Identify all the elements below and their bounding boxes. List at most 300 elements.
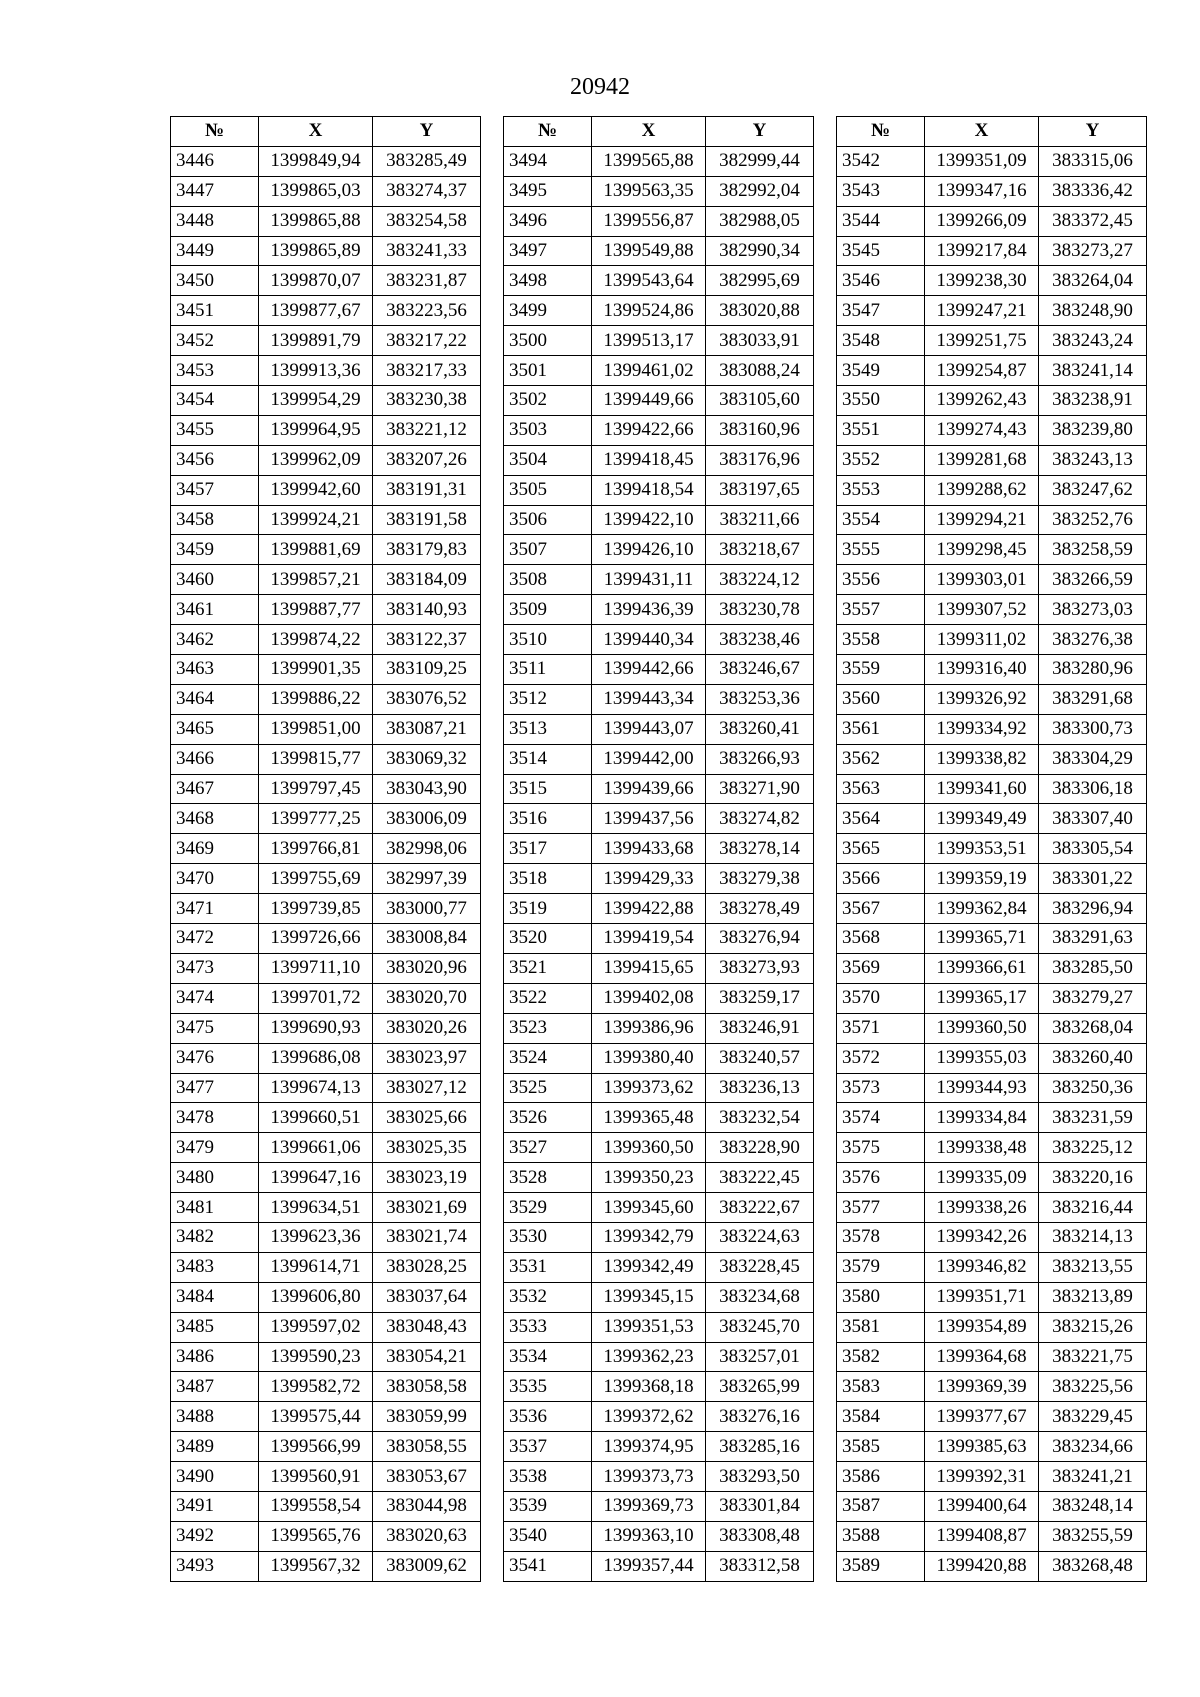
x-coordinate-cell: 1399380,40 — [592, 1043, 706, 1073]
point-number-cell: 3456 — [171, 445, 259, 475]
x-coordinate-cell: 1399342,79 — [592, 1222, 706, 1252]
x-coordinate-cell: 1399565,76 — [259, 1521, 373, 1551]
y-coordinate-cell: 383238,91 — [1039, 386, 1147, 416]
x-coordinate-cell: 1399338,82 — [925, 744, 1039, 774]
header-y: Y — [1039, 117, 1147, 147]
y-coordinate-cell: 383228,45 — [706, 1252, 814, 1282]
table-row — [504, 864, 814, 894]
y-coordinate-cell: 383213,55 — [1039, 1252, 1147, 1282]
table-row — [504, 625, 814, 655]
point-number-cell: 3544 — [837, 206, 925, 236]
y-coordinate-cell: 383037,64 — [373, 1282, 481, 1312]
x-coordinate-cell: 1399344,93 — [925, 1073, 1039, 1103]
table-row — [504, 266, 814, 296]
point-number-cell: 3556 — [837, 565, 925, 595]
point-number-cell: 3577 — [837, 1193, 925, 1223]
y-coordinate-cell: 383305,54 — [1039, 834, 1147, 864]
x-coordinate-cell: 1399623,36 — [259, 1222, 373, 1252]
y-coordinate-cell: 383020,88 — [706, 296, 814, 326]
x-coordinate-cell: 1399350,23 — [592, 1163, 706, 1193]
table-row — [504, 744, 814, 774]
y-coordinate-cell: 383221,12 — [373, 415, 481, 445]
table-row — [837, 1163, 1147, 1193]
table-row — [171, 1491, 481, 1521]
x-coordinate-cell: 1399567,32 — [259, 1551, 373, 1581]
point-number-cell: 3502 — [504, 386, 592, 416]
coordinates-table-1 — [170, 116, 481, 1582]
table-row — [171, 684, 481, 714]
x-coordinate-cell: 1399294,21 — [925, 505, 1039, 535]
point-number-cell: 3454 — [171, 386, 259, 416]
table-row — [837, 1252, 1147, 1282]
y-coordinate-cell: 383224,12 — [706, 565, 814, 595]
table-row — [504, 296, 814, 326]
table-row — [837, 774, 1147, 804]
point-number-cell: 3449 — [171, 236, 259, 266]
point-number-cell: 3539 — [504, 1491, 592, 1521]
y-coordinate-cell: 383222,45 — [706, 1163, 814, 1193]
point-number-cell: 3506 — [504, 505, 592, 535]
y-coordinate-cell: 383254,58 — [373, 206, 481, 236]
y-coordinate-cell: 383274,37 — [373, 176, 481, 206]
table-row — [171, 804, 481, 834]
point-number-cell: 3482 — [171, 1222, 259, 1252]
y-coordinate-cell: 383268,48 — [1039, 1551, 1147, 1581]
y-coordinate-cell: 383300,73 — [1039, 714, 1147, 744]
x-coordinate-cell: 1399247,21 — [925, 296, 1039, 326]
x-coordinate-cell: 1399281,68 — [925, 445, 1039, 475]
table-row — [837, 1491, 1147, 1521]
point-number-cell: 3576 — [837, 1163, 925, 1193]
point-number-cell: 3507 — [504, 535, 592, 565]
point-number-cell: 3515 — [504, 774, 592, 804]
table-row — [504, 1163, 814, 1193]
point-number-cell: 3446 — [171, 146, 259, 176]
table-row — [837, 1402, 1147, 1432]
table-row — [504, 834, 814, 864]
y-coordinate-cell: 383308,48 — [706, 1521, 814, 1551]
x-coordinate-cell: 1399303,01 — [925, 565, 1039, 595]
y-coordinate-cell: 383274,82 — [706, 804, 814, 834]
y-coordinate-cell: 382990,34 — [706, 236, 814, 266]
table-row — [837, 1103, 1147, 1133]
point-number-cell: 3500 — [504, 326, 592, 356]
table-row — [504, 1402, 814, 1432]
table-row — [504, 1103, 814, 1133]
x-coordinate-cell: 1399342,26 — [925, 1222, 1039, 1252]
x-coordinate-cell: 1399362,84 — [925, 894, 1039, 924]
table-row — [504, 1312, 814, 1342]
y-coordinate-cell: 383225,12 — [1039, 1133, 1147, 1163]
x-coordinate-cell: 1399437,56 — [592, 804, 706, 834]
point-number-cell: 3503 — [504, 415, 592, 445]
table-row — [837, 415, 1147, 445]
table-row — [837, 1521, 1147, 1551]
table-row — [504, 714, 814, 744]
point-number-cell: 3478 — [171, 1103, 259, 1133]
y-coordinate-cell: 383236,13 — [706, 1073, 814, 1103]
y-coordinate-cell: 383058,58 — [373, 1372, 481, 1402]
y-coordinate-cell: 383252,76 — [1039, 505, 1147, 535]
y-coordinate-cell: 383291,68 — [1039, 684, 1147, 714]
x-coordinate-cell: 1399524,86 — [592, 296, 706, 326]
table-row — [171, 774, 481, 804]
y-coordinate-cell: 383008,84 — [373, 924, 481, 954]
x-coordinate-cell: 1399334,84 — [925, 1103, 1039, 1133]
y-coordinate-cell: 383266,59 — [1039, 565, 1147, 595]
point-number-cell: 3549 — [837, 356, 925, 386]
x-coordinate-cell: 1399606,80 — [259, 1282, 373, 1312]
y-coordinate-cell: 383260,41 — [706, 714, 814, 744]
table-row — [504, 774, 814, 804]
table-row — [504, 475, 814, 505]
y-coordinate-cell: 383234,68 — [706, 1282, 814, 1312]
y-coordinate-cell: 383109,25 — [373, 655, 481, 685]
point-number-cell: 3530 — [504, 1222, 592, 1252]
x-coordinate-cell: 1399360,50 — [592, 1133, 706, 1163]
table-row — [504, 445, 814, 475]
table-row — [837, 1013, 1147, 1043]
y-coordinate-cell: 383268,04 — [1039, 1013, 1147, 1043]
page-number: 20942 — [570, 74, 630, 100]
y-coordinate-cell: 383021,69 — [373, 1193, 481, 1223]
x-coordinate-cell: 1399549,88 — [592, 236, 706, 266]
y-coordinate-cell: 383222,67 — [706, 1193, 814, 1223]
y-coordinate-cell: 383054,21 — [373, 1342, 481, 1372]
x-coordinate-cell: 1399865,89 — [259, 236, 373, 266]
table-row — [504, 1372, 814, 1402]
point-number-cell: 3489 — [171, 1432, 259, 1462]
y-coordinate-cell: 383217,33 — [373, 356, 481, 386]
y-coordinate-cell: 383006,09 — [373, 804, 481, 834]
table-row — [837, 1432, 1147, 1462]
x-coordinate-cell: 1399266,09 — [925, 206, 1039, 236]
table-row — [837, 445, 1147, 475]
table-row — [837, 146, 1147, 176]
point-number-cell: 3504 — [504, 445, 592, 475]
table-row — [504, 655, 814, 685]
x-coordinate-cell: 1399262,43 — [925, 386, 1039, 416]
x-coordinate-cell: 1399368,18 — [592, 1372, 706, 1402]
point-number-cell: 3481 — [171, 1193, 259, 1223]
table-row — [837, 894, 1147, 924]
y-coordinate-cell: 383021,74 — [373, 1222, 481, 1252]
table-row — [171, 655, 481, 685]
point-number-cell: 3492 — [171, 1521, 259, 1551]
point-number-cell: 3582 — [837, 1342, 925, 1372]
point-number-cell: 3564 — [837, 804, 925, 834]
table-row — [171, 983, 481, 1013]
table-row — [171, 236, 481, 266]
x-coordinate-cell: 1399254,87 — [925, 356, 1039, 386]
point-number-cell: 3578 — [837, 1222, 925, 1252]
y-coordinate-cell: 383216,44 — [1039, 1193, 1147, 1223]
x-coordinate-cell: 1399443,34 — [592, 684, 706, 714]
point-number-cell: 3555 — [837, 535, 925, 565]
table-row — [504, 1133, 814, 1163]
y-coordinate-cell: 383221,75 — [1039, 1342, 1147, 1372]
table-row — [837, 505, 1147, 535]
y-coordinate-cell: 383279,38 — [706, 864, 814, 894]
table-header-row — [504, 117, 814, 147]
x-coordinate-cell: 1399400,64 — [925, 1491, 1039, 1521]
table-row — [504, 953, 814, 983]
y-coordinate-cell: 383020,70 — [373, 983, 481, 1013]
table-row — [171, 326, 481, 356]
table-row — [504, 894, 814, 924]
x-coordinate-cell: 1399338,48 — [925, 1133, 1039, 1163]
x-coordinate-cell: 1399582,72 — [259, 1372, 373, 1402]
x-coordinate-cell: 1399288,62 — [925, 475, 1039, 505]
table-row — [504, 236, 814, 266]
table-row — [837, 595, 1147, 625]
point-number-cell: 3528 — [504, 1163, 592, 1193]
point-number-cell: 3480 — [171, 1163, 259, 1193]
y-coordinate-cell: 383279,27 — [1039, 983, 1147, 1013]
point-number-cell: 3485 — [171, 1312, 259, 1342]
table-row — [171, 1462, 481, 1492]
point-number-cell: 3497 — [504, 236, 592, 266]
point-number-cell: 3496 — [504, 206, 592, 236]
table-row — [837, 864, 1147, 894]
y-coordinate-cell: 382992,04 — [706, 176, 814, 206]
table-row — [171, 176, 481, 206]
point-number-cell: 3520 — [504, 924, 592, 954]
table-row — [837, 535, 1147, 565]
x-coordinate-cell: 1399392,31 — [925, 1462, 1039, 1492]
table-row — [504, 1551, 814, 1581]
y-coordinate-cell: 383315,06 — [1039, 146, 1147, 176]
x-coordinate-cell: 1399386,96 — [592, 1013, 706, 1043]
y-coordinate-cell: 383228,90 — [706, 1133, 814, 1163]
y-coordinate-cell: 383076,52 — [373, 684, 481, 714]
point-number-cell: 3514 — [504, 744, 592, 774]
header-y: Y — [706, 117, 814, 147]
y-coordinate-cell: 383304,29 — [1039, 744, 1147, 774]
y-coordinate-cell: 383020,63 — [373, 1521, 481, 1551]
x-coordinate-cell: 1399351,71 — [925, 1282, 1039, 1312]
y-coordinate-cell: 383214,13 — [1039, 1222, 1147, 1252]
x-coordinate-cell: 1399560,91 — [259, 1462, 373, 1492]
table-row — [171, 296, 481, 326]
y-coordinate-cell: 383247,62 — [1039, 475, 1147, 505]
y-coordinate-cell: 383285,16 — [706, 1432, 814, 1462]
point-number-cell: 3466 — [171, 744, 259, 774]
table-row — [837, 924, 1147, 954]
x-coordinate-cell: 1399362,23 — [592, 1342, 706, 1372]
y-coordinate-cell: 383234,66 — [1039, 1432, 1147, 1462]
point-number-cell: 3536 — [504, 1402, 592, 1432]
x-coordinate-cell: 1399365,17 — [925, 983, 1039, 1013]
point-number-cell: 3523 — [504, 1013, 592, 1043]
x-coordinate-cell: 1399345,15 — [592, 1282, 706, 1312]
x-coordinate-cell: 1399359,19 — [925, 864, 1039, 894]
table-row — [171, 924, 481, 954]
point-number-cell: 3543 — [837, 176, 925, 206]
y-coordinate-cell: 383285,49 — [373, 146, 481, 176]
y-coordinate-cell: 383336,42 — [1039, 176, 1147, 206]
x-coordinate-cell: 1399436,39 — [592, 595, 706, 625]
table-row — [837, 1133, 1147, 1163]
point-number-cell: 3448 — [171, 206, 259, 236]
y-coordinate-cell: 383241,14 — [1039, 356, 1147, 386]
x-coordinate-cell: 1399342,49 — [592, 1252, 706, 1282]
table-row — [837, 1073, 1147, 1103]
y-coordinate-cell: 383243,13 — [1039, 445, 1147, 475]
point-number-cell: 3467 — [171, 774, 259, 804]
table-row — [171, 864, 481, 894]
table-row — [171, 1103, 481, 1133]
point-number-cell: 3459 — [171, 535, 259, 565]
table-row — [837, 475, 1147, 505]
x-coordinate-cell: 1399347,16 — [925, 176, 1039, 206]
table-header-row — [171, 117, 481, 147]
x-coordinate-cell: 1399422,88 — [592, 894, 706, 924]
table-row — [837, 565, 1147, 595]
table-row — [504, 684, 814, 714]
table-row — [837, 714, 1147, 744]
point-number-cell: 3494 — [504, 146, 592, 176]
table-row — [504, 565, 814, 595]
point-number-cell: 3569 — [837, 953, 925, 983]
x-coordinate-cell: 1399887,77 — [259, 595, 373, 625]
y-coordinate-cell: 383191,58 — [373, 505, 481, 535]
x-coordinate-cell: 1399865,03 — [259, 176, 373, 206]
x-coordinate-cell: 1399701,72 — [259, 983, 373, 1013]
point-number-cell: 3545 — [837, 236, 925, 266]
y-coordinate-cell: 383220,16 — [1039, 1163, 1147, 1193]
point-number-cell: 3509 — [504, 595, 592, 625]
y-coordinate-cell: 382997,39 — [373, 864, 481, 894]
table-row — [837, 1043, 1147, 1073]
point-number-cell: 3468 — [171, 804, 259, 834]
point-number-cell: 3472 — [171, 924, 259, 954]
y-coordinate-cell: 383273,27 — [1039, 236, 1147, 266]
y-coordinate-cell: 383266,93 — [706, 744, 814, 774]
x-coordinate-cell: 1399408,87 — [925, 1521, 1039, 1551]
y-coordinate-cell: 383372,45 — [1039, 206, 1147, 236]
y-coordinate-cell: 383301,84 — [706, 1491, 814, 1521]
y-coordinate-cell: 383273,93 — [706, 953, 814, 983]
table-row — [837, 1222, 1147, 1252]
point-number-cell: 3524 — [504, 1043, 592, 1073]
y-coordinate-cell: 383296,94 — [1039, 894, 1147, 924]
y-coordinate-cell: 383285,50 — [1039, 953, 1147, 983]
point-number-cell: 3474 — [171, 983, 259, 1013]
y-coordinate-cell: 383069,32 — [373, 744, 481, 774]
point-number-cell: 3452 — [171, 326, 259, 356]
point-number-cell: 3476 — [171, 1043, 259, 1073]
x-coordinate-cell: 1399739,85 — [259, 894, 373, 924]
point-number-cell: 3546 — [837, 266, 925, 296]
table-row — [837, 953, 1147, 983]
y-coordinate-cell: 383248,90 — [1039, 296, 1147, 326]
table-row — [504, 1462, 814, 1492]
x-coordinate-cell: 1399558,54 — [259, 1491, 373, 1521]
point-number-cell: 3510 — [504, 625, 592, 655]
point-number-cell: 3486 — [171, 1342, 259, 1372]
y-coordinate-cell: 383271,90 — [706, 774, 814, 804]
x-coordinate-cell: 1399513,17 — [592, 326, 706, 356]
point-number-cell: 3526 — [504, 1103, 592, 1133]
y-coordinate-cell: 383246,67 — [706, 655, 814, 685]
point-number-cell: 3554 — [837, 505, 925, 535]
table-row — [171, 744, 481, 774]
table-row — [171, 1521, 481, 1551]
x-coordinate-cell: 1399660,51 — [259, 1103, 373, 1133]
x-coordinate-cell: 1399877,67 — [259, 296, 373, 326]
table-row — [171, 386, 481, 416]
table-row — [171, 953, 481, 983]
table-row — [171, 1342, 481, 1372]
y-coordinate-cell: 383230,78 — [706, 595, 814, 625]
y-coordinate-cell: 383273,03 — [1039, 595, 1147, 625]
table-row — [171, 1312, 481, 1342]
point-number-cell: 3488 — [171, 1402, 259, 1432]
x-coordinate-cell: 1399217,84 — [925, 236, 1039, 266]
table-row — [171, 1073, 481, 1103]
table-row — [504, 176, 814, 206]
table-row — [504, 1282, 814, 1312]
point-number-cell: 3491 — [171, 1491, 259, 1521]
point-number-cell: 3586 — [837, 1462, 925, 1492]
x-coordinate-cell: 1399363,10 — [592, 1521, 706, 1551]
table-row — [837, 655, 1147, 685]
table-row — [504, 505, 814, 535]
point-number-cell: 3566 — [837, 864, 925, 894]
x-coordinate-cell: 1399372,62 — [592, 1402, 706, 1432]
x-coordinate-cell: 1399419,54 — [592, 924, 706, 954]
table-row — [837, 804, 1147, 834]
x-coordinate-cell: 1399849,94 — [259, 146, 373, 176]
table-row — [837, 386, 1147, 416]
point-number-cell: 3551 — [837, 415, 925, 445]
point-number-cell: 3469 — [171, 834, 259, 864]
table-row — [171, 1222, 481, 1252]
y-coordinate-cell: 383276,38 — [1039, 625, 1147, 655]
header-x: X — [259, 117, 373, 147]
point-number-cell: 3568 — [837, 924, 925, 954]
point-number-cell: 3470 — [171, 864, 259, 894]
y-coordinate-cell: 383243,24 — [1039, 326, 1147, 356]
x-coordinate-cell: 1399442,66 — [592, 655, 706, 685]
x-coordinate-cell: 1399942,60 — [259, 475, 373, 505]
y-coordinate-cell: 383048,43 — [373, 1312, 481, 1342]
x-coordinate-cell: 1399449,66 — [592, 386, 706, 416]
header-number: № — [171, 117, 259, 147]
x-coordinate-cell: 1399353,51 — [925, 834, 1039, 864]
table-row — [504, 356, 814, 386]
point-number-cell: 3451 — [171, 296, 259, 326]
x-coordinate-cell: 1399251,75 — [925, 326, 1039, 356]
x-coordinate-cell: 1399422,10 — [592, 505, 706, 535]
table-header-row — [837, 117, 1147, 147]
y-coordinate-cell: 383044,98 — [373, 1491, 481, 1521]
x-coordinate-cell: 1399402,08 — [592, 983, 706, 1013]
point-number-cell: 3542 — [837, 146, 925, 176]
x-coordinate-cell: 1399418,54 — [592, 475, 706, 505]
point-number-cell: 3535 — [504, 1372, 592, 1402]
x-coordinate-cell: 1399385,63 — [925, 1432, 1039, 1462]
point-number-cell: 3589 — [837, 1551, 925, 1581]
point-number-cell: 3540 — [504, 1521, 592, 1551]
point-number-cell: 3487 — [171, 1372, 259, 1402]
point-number-cell: 3575 — [837, 1133, 925, 1163]
table-row — [837, 176, 1147, 206]
point-number-cell: 3477 — [171, 1073, 259, 1103]
y-coordinate-cell: 383000,77 — [373, 894, 481, 924]
y-coordinate-cell: 383291,63 — [1039, 924, 1147, 954]
